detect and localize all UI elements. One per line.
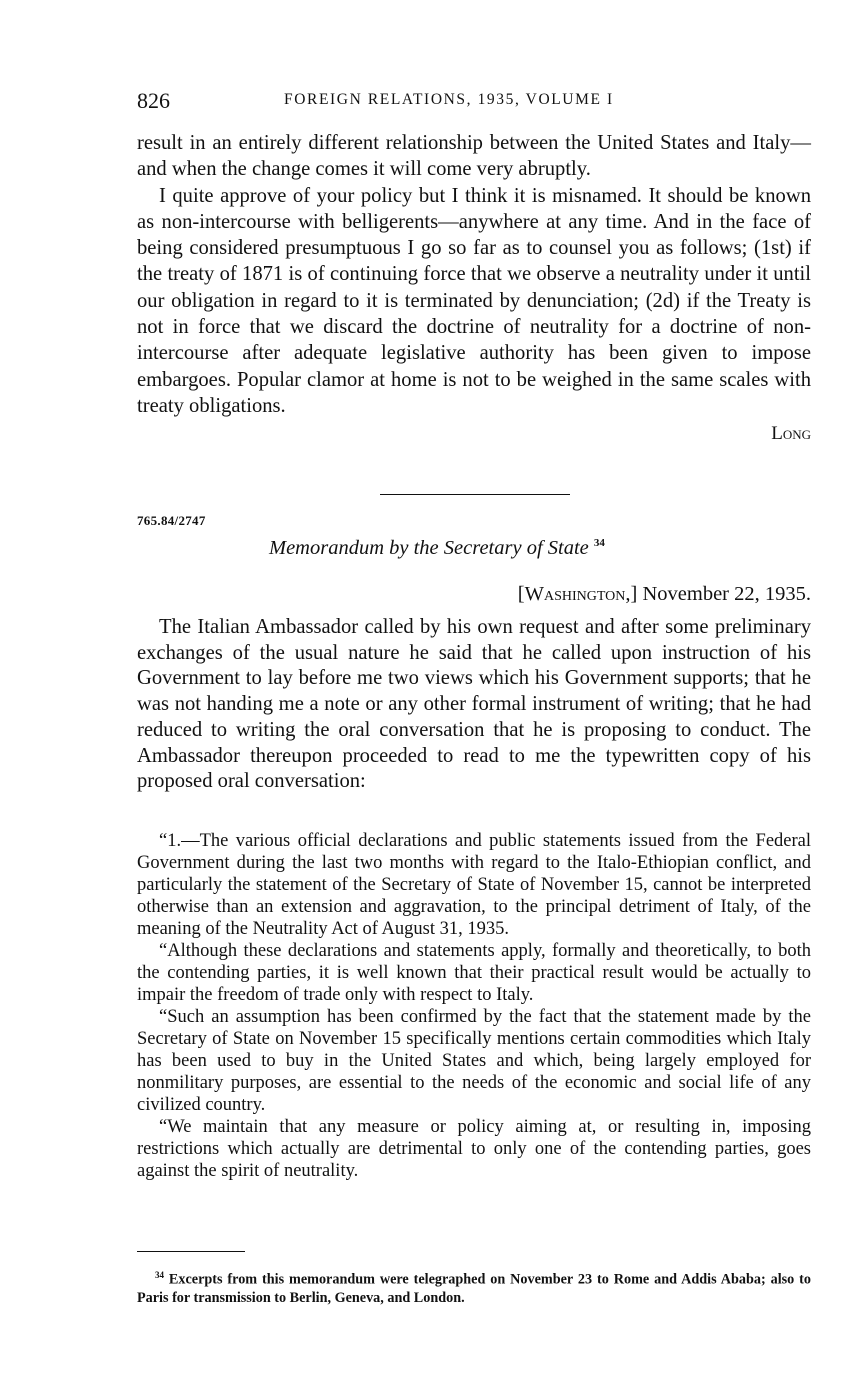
dateline: [Washington,] November 22, 1935. bbox=[517, 583, 811, 605]
memo-title-text: Memorandum by the Secretary of State bbox=[269, 537, 589, 559]
quoted-conversation bbox=[137, 830, 811, 1182]
footnote-number: 34 bbox=[155, 1270, 164, 1280]
letter-paragraph-2: I quite approve of your policy but I think it is misnamed. It should be known as non-intercourse with belligerents—anywhere at any time. And in the face of being considered presumptuous I go so far as to counsel you as follows; (1st) if the treaty of 1871 is of continuing force that we observe a neutrality under it until our obligation in regard to it is terminated by denunciation; (2d) if the Treaty is not in force that we discard the doctrine of neutrality for a doctrine of non-intercourse after adequate legislative authority has been given to impose embargoes. Popular clamor at home is not to be weighed in the same scales with treaty obligations. bbox=[137, 184, 811, 417]
signature: Long bbox=[771, 423, 811, 445]
footnote-reference: 34 bbox=[593, 537, 605, 550]
quote-paragraph-3: “Such an assumption has been confirmed by the fact that the statement made by the Secretary of State on November 15 specifically mentions certain commodities which Italy has been used to buy in the United States and which, being largely employed for nonmilitary purposes, are essential to the needs of the economic and social life of any civilized country. bbox=[137, 1007, 811, 1115]
memo-title bbox=[269, 537, 605, 560]
dateline-place: Washington, bbox=[524, 583, 631, 605]
footnote bbox=[137, 1266, 811, 1307]
running-head: FOREIGN RELATIONS, 1935, VOLUME I bbox=[284, 91, 614, 108]
letter-text bbox=[137, 130, 811, 448]
quote-paragraph-4: “We maintain that any measure or policy aiming at, or resulting in, imposing restrictions which actually are detrimental to only one of the contending parties, goes against the spirit of neutrality. bbox=[137, 1117, 811, 1181]
quote-paragraph-1: “1.—The various official declarations and public statements issued from the Federal Government during the last two months with regard to the Italo-Ethiopian conflict, and particularly the statement of the Secretary of State of November 15, cannot be interpreted otherwise than an extension and aggravation, to the principal detriment of Italy, of the meaning of the Neutrality Act of August 31, 1935. bbox=[137, 831, 811, 939]
page-header bbox=[137, 88, 811, 118]
letter-paragraph-1: result in an entirely different relationship between the United States and Italy—and when the change comes it will come very abruptly. bbox=[137, 132, 811, 181]
section-divider bbox=[380, 494, 570, 495]
page-number: 826 bbox=[137, 88, 170, 113]
file-number: 765.84/2747 bbox=[137, 513, 206, 528]
dateline-date: November 22, 1935. bbox=[642, 583, 811, 605]
footnote-divider bbox=[137, 1251, 245, 1252]
quote-paragraph-2: “Although these declarations and statements apply, formally and theoretically, to both the contending parties, it is well known that their practical result would be actually to impair the freedom of trade only with respect to Italy. bbox=[137, 941, 811, 1005]
footnote-text: Excerpts from this memorandum were telegraphed on November 23 to Rome and Addis Ababa; also to Paris for transmission to Berlin, Geneva, and London. bbox=[137, 1271, 811, 1306]
memo-body bbox=[137, 615, 811, 795]
memo-paragraph: The Italian Ambassador called by his own request and after some preliminary exchanges of the usual nature he said that he called upon instruction of his Government to lay before me two views which his Government supports; that he was not handing me a note or any other formal instrument of writing; that he had reduced to writing the oral conversation that he is proposing to conduct. The Ambassador thereupon proceeded to read to me the typewritten copy of his proposed oral conversation: bbox=[137, 616, 811, 793]
